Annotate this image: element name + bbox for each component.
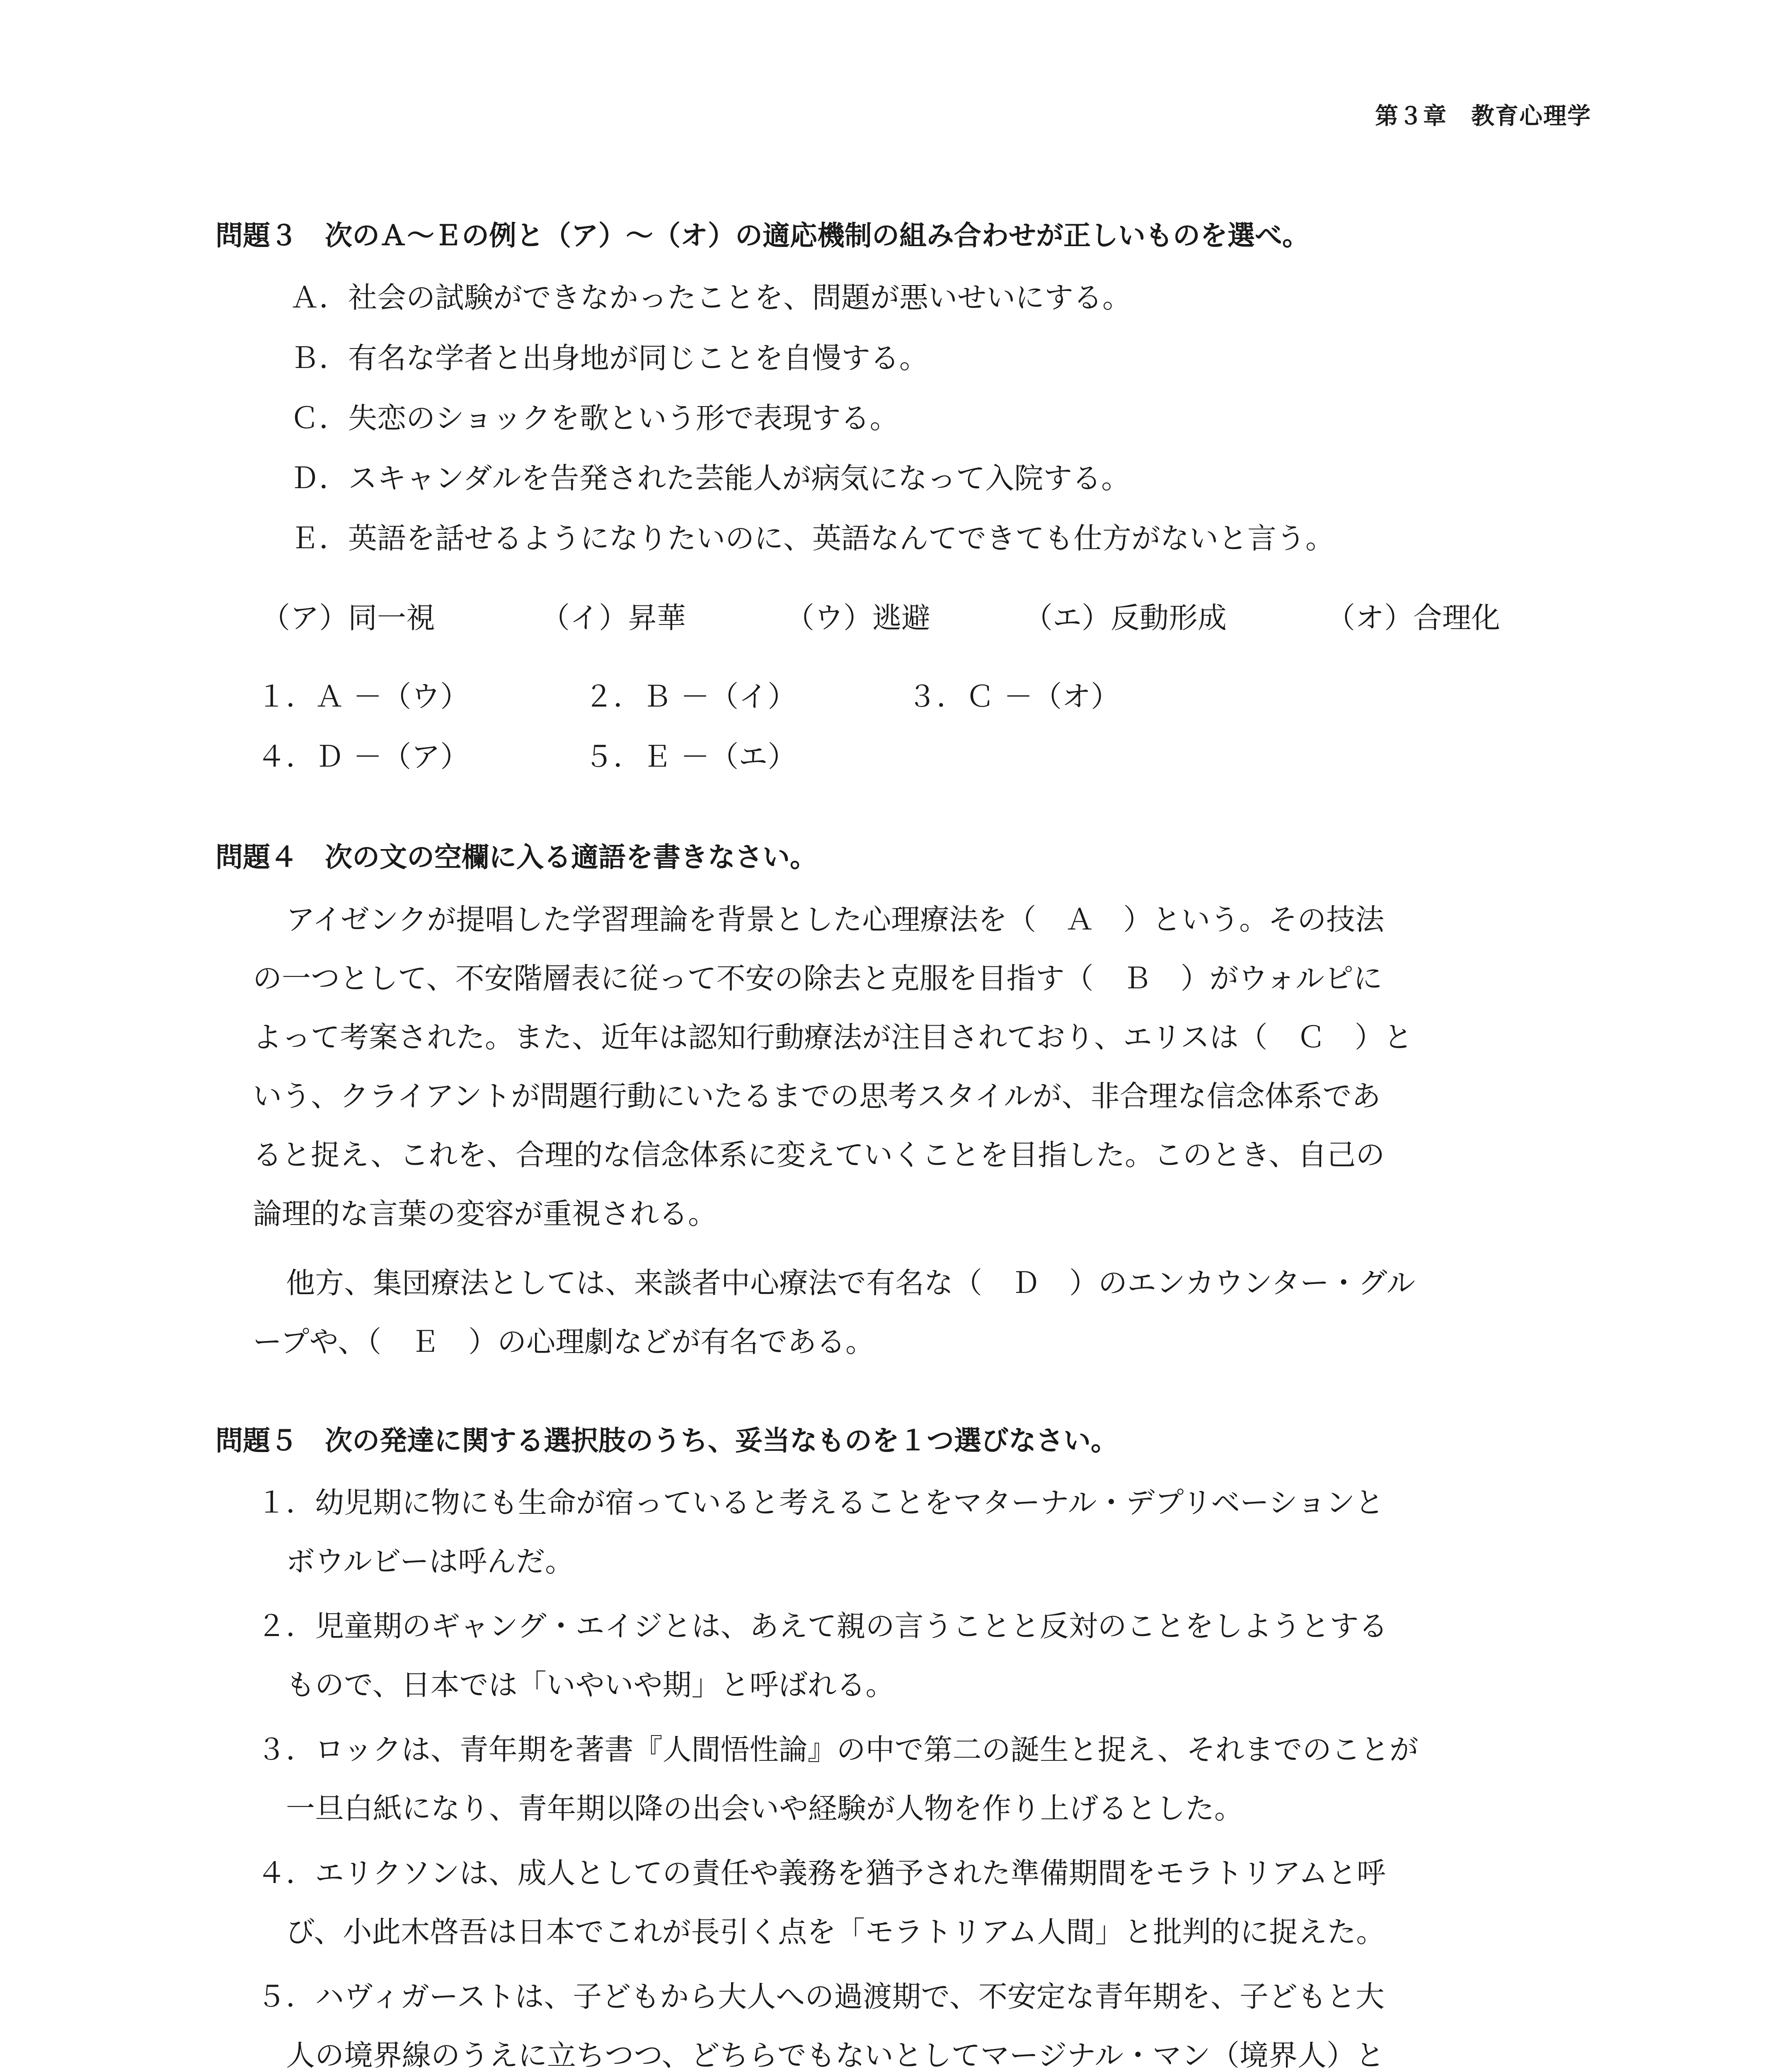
q5-line: もので、日本では「いやいや期」と呼ばれる。: [286, 1668, 895, 1702]
q5-line: １．幼児期に物にも生命が宿っていると考えることをマターナル・デプリベーションと: [257, 1486, 1384, 1520]
q5-line: び、小此木啓吾は日本でこれが長引く点を「モラトリアム人間」と批判的に捉えた。: [286, 1915, 1385, 1949]
q4-line: よって考案された。また、近年は認知行動療法が注目されており、エリスは（ Ｃ ）と: [253, 1020, 1413, 1054]
q3-mechanism: （ア）同一視: [261, 601, 435, 635]
q5-line: ２．児童期のギャング・エイジとは、あえて親の言うことと反対のことをしようとする: [257, 1609, 1388, 1643]
q3-mechanism: （エ）反動形成: [1024, 601, 1227, 635]
q5-line: ５．ハヴィガーストは、子どもから大人への過渡期で、不安定な青年期を、子どもと大: [257, 1980, 1385, 2014]
q3-choice: ２．Ｂ －（イ）: [584, 680, 797, 714]
q3-mechanism: （オ）合理化: [1326, 601, 1500, 635]
chapter-header: 第３章 教育心理学: [1375, 103, 1591, 130]
q3-example: Ａ．社会の試験ができなかったことを、問題が悪いせいにする。: [290, 281, 1131, 315]
q5-heading: 問題５ 次の発達に関する選択肢のうち、妥当なものを１つ選びなさい。: [215, 1425, 1118, 1457]
q4-heading: 問題４ 次の文の空欄に入る適語を書きなさい。: [215, 841, 817, 873]
q3-choice: ４．Ｄ －（ア）: [257, 740, 470, 774]
q3-example: Ｅ．英語を話せるようになりたいのに、英語なんてできても仕方がないと言う。: [290, 521, 1334, 555]
q4-line: ープや、（ Ｅ ）の心理劇などが有名である。: [253, 1325, 875, 1359]
q3-mechanism: （イ）昇華: [541, 601, 686, 635]
q4-line: いう、クライアントが問題行動にいたるまでの思考スタイルが、非合理な信念体系であ: [253, 1079, 1381, 1113]
q4-line: の一つとして、不安階層表に従って不安の除去と克服を目指す（ Ｂ ）がウォルピに: [253, 961, 1383, 995]
q3-example: Ｂ．有名な学者と出身地が同じことを自慢する。: [290, 341, 928, 375]
q3-example: Ｄ．スキャンダルを告発された芸能人が病気になって入院する。: [290, 461, 1131, 495]
q3-heading: 問題３ 次のＡ～Ｅの例と（ア）～（オ）の適応機制の組み合わせが正しいものを選べ。: [215, 220, 1310, 252]
q4-line: アイゼンクが提唱した学習理論を背景とした心理療法を（ Ａ ）という。その技法: [286, 903, 1385, 937]
q5-line: 人の境界線のうえに立ちつつ、どちらでもないとしてマージナル・マン（境界人）と: [286, 2038, 1385, 2072]
q4-line: ると捉え、これを、合理的な信念体系に変えていくことを目指した。このとき、自己の: [253, 1138, 1385, 1172]
q4-line: 他方、集団療法としては、来談者中心療法で有名な（ Ｄ ）のエンカウンター・グル: [286, 1266, 1416, 1300]
q5-line: ボウルビーは呼んだ。: [286, 1544, 574, 1578]
q3-choice: ５．Ｅ －（エ）: [584, 740, 797, 774]
q5-line: 一旦白紙になり、青年期以降の出会いや経験が人物を作り上げるとした。: [286, 1791, 1243, 1825]
q3-choice: ３．Ｃ －（オ）: [908, 680, 1120, 714]
q5-line: ４．エリクソンは、成人としての責任や義務を猶予された準備期間をモラトリアムと呼: [257, 1856, 1386, 1890]
q3-mechanism: （ウ）逃避: [785, 601, 930, 635]
q5-line: ３．ロックは、青年期を著書『人間悟性論』の中で第二の誕生と捉え、それまでのことが: [257, 1733, 1419, 1767]
q4-line: 論理的な言葉の変容が重視される。: [253, 1197, 717, 1231]
q3-example: Ｃ．失恋のショックを歌という形で表現する。: [290, 401, 899, 435]
q3-choice: １．Ａ －（ウ）: [257, 680, 470, 714]
